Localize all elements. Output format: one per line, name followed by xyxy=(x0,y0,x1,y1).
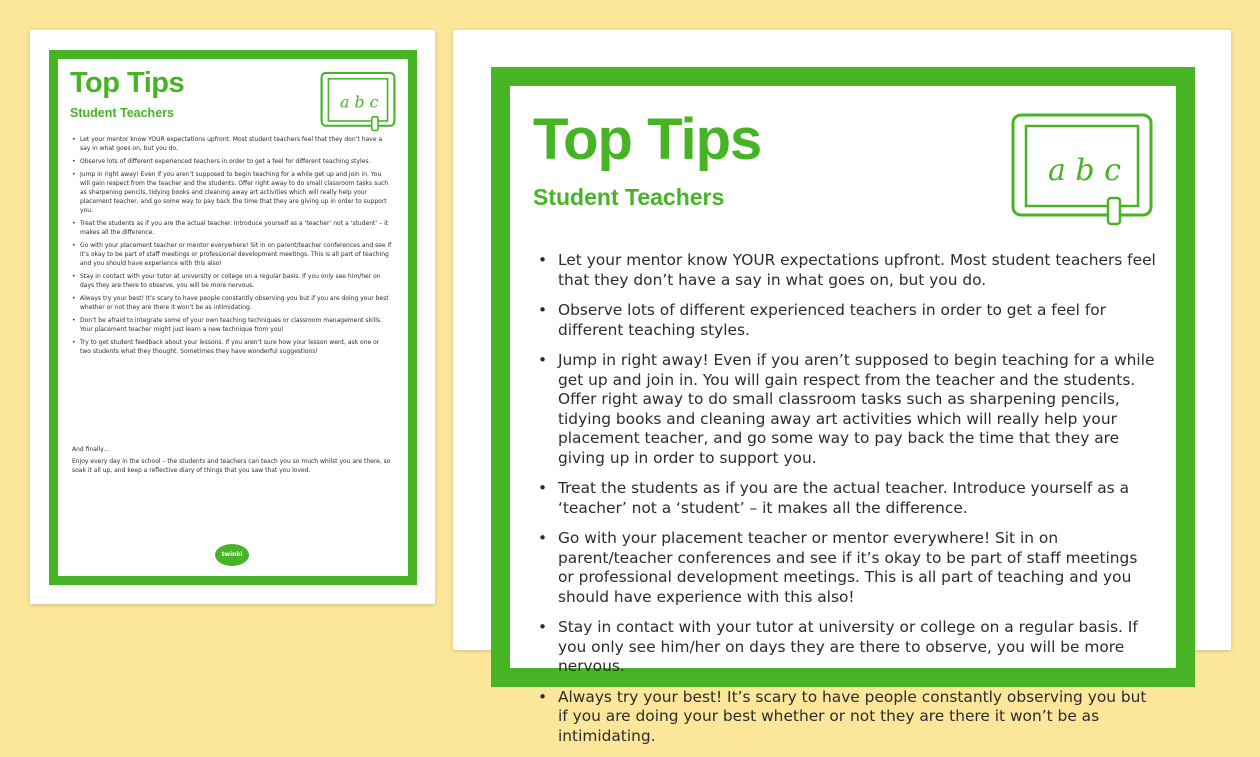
thumbnail-frame xyxy=(49,50,417,585)
twinkl-logo-icon: twinkl xyxy=(215,544,249,566)
list-item: • Always try your best! It’s scary to have people constantly observing you but if you are doing your best whether or not they are there it won’t be as intimidating. xyxy=(72,294,392,312)
list-item: • Observe lots of different experienced teachers in order to get a feel for different teaching styles. xyxy=(536,301,1156,340)
list-item: • Always try your best! It’s scary to have people constantly observing you but if you are doing your best whether or not they are there it won’t be as intimidating. xyxy=(536,688,1156,747)
list-item: • Observe lots of different experienced teachers in order to get a feel for different teaching styles. xyxy=(72,157,392,166)
thumbnail-title: Top Tips xyxy=(70,67,185,99)
list-item: • Go with your placement teacher or mentor everywhere! Sit in on parent/teacher conferences and see if it’s okay to be part of staff meetings or professional development meetings. This is all part of teaching and you should have experience with this also! xyxy=(536,529,1156,607)
page-subtitle: Student Teachers xyxy=(533,184,725,210)
tips-list xyxy=(536,251,1156,757)
list-item: • Jump in right away! Even if you aren’t supposed to begin teaching for a while get up and join in. You will gain respect from the teacher and the students. Offer right away to do small classroom tasks such as sharpening pencils, tidying books and cleaning away art activities which will really help your placement teacher, and go some way to pay back the time that they are giving up in order to support you. xyxy=(72,170,392,215)
svg-text:a b c: a b c xyxy=(340,92,379,112)
thumbnail-subtitle: Student Teachers xyxy=(70,106,174,120)
list-item: • Jump in right away! Even if you aren’t supposed to begin teaching for a while get up and join in. You will gain respect from the teacher and the students. Offer right away to do small classroom tasks such as sharpening pencils, tidying books and cleaning away art activities which will really help your placement teacher, and go some way to pay back the time that they are giving up in order to support you. xyxy=(536,351,1156,468)
list-item: • Treat the students as if you are the actual teacher. Introduce yourself as a ‘teacher’ not a ‘student’ – it makes all the difference. xyxy=(72,219,392,237)
zoomed-frame xyxy=(491,67,1195,745)
closing-heading: And finally… xyxy=(72,446,110,453)
list-item: • Stay in contact with your tutor at university or college on a regular basis. If you only see him/her on days they are there to observe, you will be more nervous. xyxy=(536,618,1156,677)
list-item: • Treat the students as if you are the actual teacher. Introduce yourself as a ‘teacher’ not a ‘student’ – it makes all the difference. xyxy=(536,479,1156,518)
page-title: Top Tips xyxy=(533,107,762,172)
chalkboard-abc-icon xyxy=(320,71,396,133)
thumbnail-tips-list xyxy=(72,135,392,360)
list-item: • Let your mentor know YOUR expectations upfront. Most student teachers feel that they don’t have a say in what goes on, but you do. xyxy=(536,251,1156,290)
list-item: • Try to get student feedback about your lessons. If you aren’t sure how your lesson went, ask one or two students what they thought. Sometimes they have wonderful suggestions! xyxy=(72,338,392,356)
zoomed-page[interactable] xyxy=(453,30,1231,745)
list-item: • Don’t be afraid to integrate some of your own teaching techniques or classroom management skills. Your placement teacher might just learn a new technique from you! xyxy=(72,316,392,334)
list-item: • Stay in contact with your tutor at university or college on a regular basis. If you only see him/her on days they are there to observe, you will be more nervous. xyxy=(72,272,392,290)
closing-text: Enjoy every day in the school – the students and teachers can teach you so much whilst you are there, so soak it all up, and keep a reflective diary of things that you saw that you loved. xyxy=(72,458,391,474)
list-item: • Go with your placement teacher or mentor everywhere! Sit in on parent/teacher conferences and see if it’s okay to be part of staff meetings or professional development meetings. This is all part of teaching and you should have experience with this also! xyxy=(72,241,392,268)
svg-text:a b c: a b c xyxy=(1048,153,1121,188)
chalkboard-abc-icon xyxy=(1010,112,1154,228)
list-item: • Let your mentor know YOUR expectations upfront. Most student teachers feel that they don’t have a say in what goes on, but you do. xyxy=(72,135,392,153)
thumbnail-page[interactable] xyxy=(30,30,435,604)
